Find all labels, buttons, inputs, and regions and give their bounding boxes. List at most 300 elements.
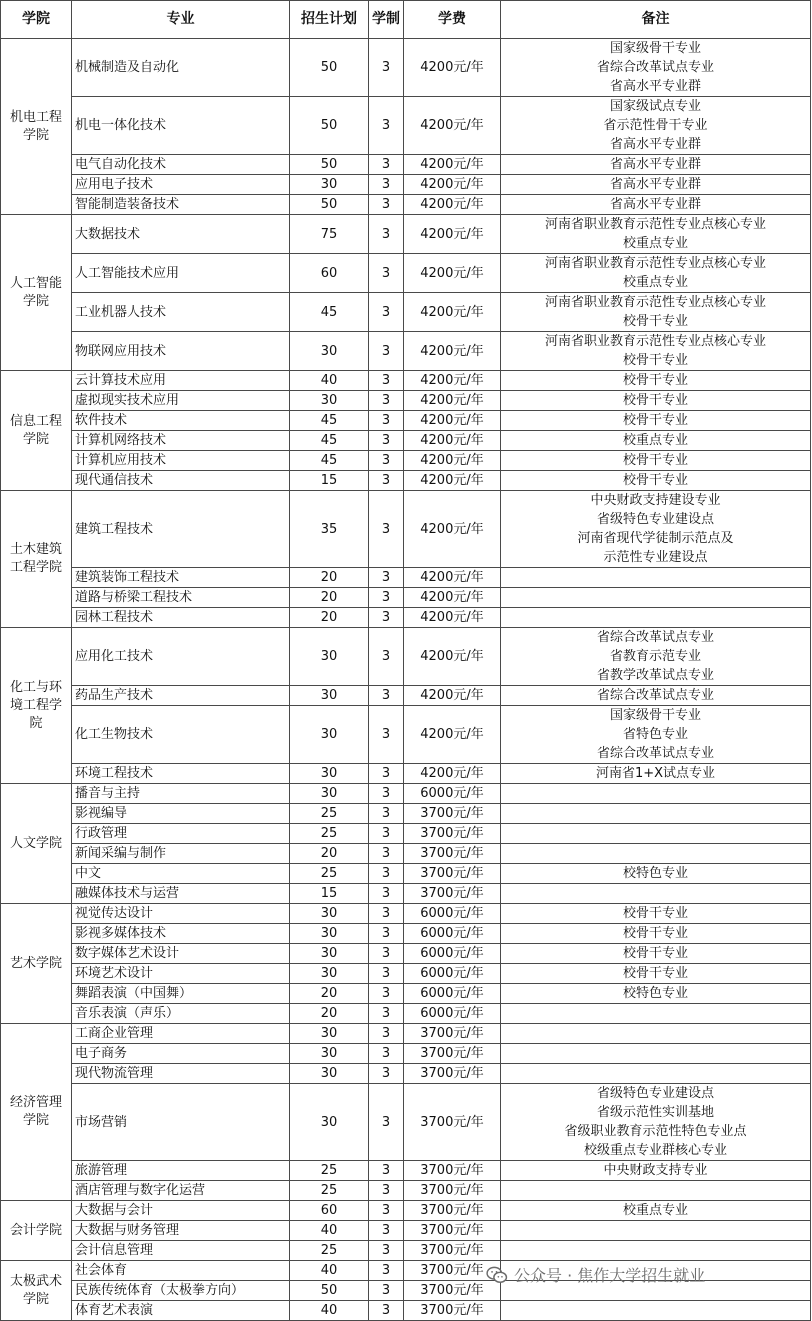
major-cell: 机电一体化技术 — [72, 97, 290, 155]
remarks-cell — [501, 864, 811, 884]
remark-line: 校骨干专业 — [622, 966, 688, 981]
plan-cell: 15 — [290, 471, 369, 491]
table-row — [1, 471, 811, 491]
remark-line: 校骨干专业 — [622, 373, 688, 388]
years-cell: 3 — [369, 964, 404, 984]
remarks-cell — [501, 155, 811, 175]
fee-cell: 6000元/年 — [404, 964, 501, 984]
fee-cell: 4200元/年 — [404, 293, 501, 332]
remark-line: 省教学改革试点专业 — [596, 668, 714, 683]
remark-line: 省综合改革试点专业 — [596, 60, 714, 75]
plan-cell: 40 — [290, 1261, 369, 1281]
major-cell: 酒店管理与数字化运营 — [72, 1181, 290, 1201]
years-cell: 3 — [369, 984, 404, 1004]
years-cell: 3 — [369, 1084, 404, 1161]
plan-cell: 25 — [290, 1241, 369, 1261]
plan-cell: 45 — [290, 431, 369, 451]
remark-line: 河南省职业教育示范性专业点核心专业 — [544, 256, 766, 271]
table-row — [1, 97, 811, 155]
remark-line: 省级特色专业建设点 — [596, 1086, 714, 1101]
remarks-cell — [501, 1064, 811, 1084]
table-row — [1, 332, 811, 371]
plan-cell: 25 — [290, 1181, 369, 1201]
remark-line: 校重点专业 — [622, 433, 688, 448]
major-cell: 旅游管理 — [72, 1161, 290, 1181]
remark-line: 省高水平专业群 — [609, 177, 701, 192]
plan-cell: 20 — [290, 588, 369, 608]
major-cell: 道路与桥梁工程技术 — [72, 588, 290, 608]
plan-cell: 15 — [290, 884, 369, 904]
remark-line: 校骨干专业 — [622, 413, 688, 428]
fee-cell: 3700元/年 — [404, 1161, 501, 1181]
remarks-cell — [501, 175, 811, 195]
table-row — [1, 1181, 811, 1201]
major-cell: 人工智能技术应用 — [72, 254, 290, 293]
fee-cell: 6000元/年 — [404, 904, 501, 924]
years-cell: 3 — [369, 568, 404, 588]
remarks-cell — [501, 371, 811, 391]
years-cell: 3 — [369, 1281, 404, 1301]
years-cell: 3 — [369, 1261, 404, 1281]
remarks-cell — [501, 686, 811, 706]
table-row — [1, 804, 811, 824]
major-cell: 电气自动化技术 — [72, 155, 290, 175]
fee-cell: 6000元/年 — [404, 944, 501, 964]
table-row — [1, 451, 811, 471]
fee-cell: 4200元/年 — [404, 471, 501, 491]
major-cell: 现代通信技术 — [72, 471, 290, 491]
years-cell: 3 — [369, 588, 404, 608]
header-major: 专业 — [72, 1, 290, 39]
major-cell: 建筑工程技术 — [72, 491, 290, 568]
table-row — [1, 391, 811, 411]
plan-cell: 30 — [290, 1064, 369, 1084]
plan-cell: 30 — [290, 904, 369, 924]
fee-cell: 6000元/年 — [404, 924, 501, 944]
fee-cell: 3700元/年 — [404, 1241, 501, 1261]
plan-cell: 60 — [290, 254, 369, 293]
major-cell: 视觉传达设计 — [72, 904, 290, 924]
major-cell: 市场营销 — [72, 1084, 290, 1161]
years-cell: 3 — [369, 371, 404, 391]
table-row — [1, 864, 811, 884]
major-cell: 化工生物技术 — [72, 706, 290, 764]
table-row — [1, 568, 811, 588]
fee-cell: 4200元/年 — [404, 332, 501, 371]
major-cell: 建筑装饰工程技术 — [72, 568, 290, 588]
plan-cell: 30 — [290, 764, 369, 784]
plan-cell: 30 — [290, 175, 369, 195]
fee-cell: 4200元/年 — [404, 568, 501, 588]
years-cell: 3 — [369, 1301, 404, 1321]
fee-cell: 4200元/年 — [404, 431, 501, 451]
fee-cell: 6000元/年 — [404, 984, 501, 1004]
remarks-cell — [501, 391, 811, 411]
years-cell: 3 — [369, 391, 404, 411]
remark-line: 校骨干专业 — [622, 353, 688, 368]
major-cell: 应用化工技术 — [72, 628, 290, 686]
major-cell: 工业机器人技术 — [72, 293, 290, 332]
fee-cell: 3700元/年 — [404, 1044, 501, 1064]
remark-line: 省高水平专业群 — [609, 137, 701, 152]
major-cell: 中文 — [72, 864, 290, 884]
remarks-cell — [501, 1241, 811, 1261]
table-row — [1, 293, 811, 332]
fee-cell: 4200元/年 — [404, 155, 501, 175]
table-row — [1, 155, 811, 175]
remarks-cell — [501, 568, 811, 588]
plan-cell: 30 — [290, 1024, 369, 1044]
remarks-cell — [501, 471, 811, 491]
remarks-cell — [501, 195, 811, 215]
remark-line: 省示范性骨干专业 — [603, 118, 708, 133]
watermark — [486, 1263, 705, 1286]
remarks-cell — [501, 1181, 811, 1201]
remarks-cell — [501, 884, 811, 904]
table-row — [1, 1024, 811, 1044]
plan-cell: 50 — [290, 1281, 369, 1301]
remarks-cell — [501, 39, 811, 97]
remarks-cell — [501, 964, 811, 984]
table-row — [1, 254, 811, 293]
years-cell: 3 — [369, 1241, 404, 1261]
fee-cell: 4200元/年 — [404, 588, 501, 608]
remarks-cell — [501, 411, 811, 431]
fee-cell: 3700元/年 — [404, 1221, 501, 1241]
fee-cell: 3700元/年 — [404, 864, 501, 884]
table-row — [1, 491, 811, 568]
remark-line: 校骨干专业 — [622, 473, 688, 488]
remark-line: 省综合改革试点专业 — [596, 688, 714, 703]
remarks-cell — [501, 1201, 811, 1221]
remark-line: 校骨干专业 — [622, 906, 688, 921]
remarks-cell — [501, 904, 811, 924]
major-cell: 机械制造及自动化 — [72, 39, 290, 97]
major-cell: 舞蹈表演（中国舞） — [72, 984, 290, 1004]
plan-cell: 50 — [290, 155, 369, 175]
years-cell: 3 — [369, 195, 404, 215]
years-cell: 3 — [369, 411, 404, 431]
table-row — [1, 1004, 811, 1024]
plan-cell: 25 — [290, 824, 369, 844]
plan-cell: 50 — [290, 97, 369, 155]
plan-cell: 25 — [290, 864, 369, 884]
college-name-cell: 会计学院 — [1, 1201, 72, 1261]
header-remarks: 备注 — [501, 1, 811, 39]
remark-line: 中央财政支持建设专业 — [590, 493, 721, 508]
table-row — [1, 1084, 811, 1161]
remarks-cell — [501, 588, 811, 608]
years-cell: 3 — [369, 471, 404, 491]
major-cell: 大数据技术 — [72, 215, 290, 254]
major-cell: 大数据与会计 — [72, 1201, 290, 1221]
table-row — [1, 924, 811, 944]
years-cell: 3 — [369, 254, 404, 293]
major-cell: 数字媒体艺术设计 — [72, 944, 290, 964]
major-cell: 现代物流管理 — [72, 1064, 290, 1084]
table-row — [1, 39, 811, 97]
remark-line: 校重点专业 — [622, 236, 688, 251]
plan-cell: 30 — [290, 924, 369, 944]
years-cell: 3 — [369, 844, 404, 864]
years-cell: 3 — [369, 686, 404, 706]
remark-line: 省综合改革试点专业 — [596, 746, 714, 761]
remarks-cell — [501, 628, 811, 686]
table-row — [1, 411, 811, 431]
plan-cell: 45 — [290, 451, 369, 471]
college-name-cell: 土木建筑工程学院 — [1, 491, 72, 628]
table-row — [1, 1221, 811, 1241]
plan-cell: 20 — [290, 1004, 369, 1024]
fee-cell: 3700元/年 — [404, 1201, 501, 1221]
fee-cell: 4200元/年 — [404, 391, 501, 411]
remarks-cell — [501, 97, 811, 155]
plan-cell: 30 — [290, 391, 369, 411]
fee-cell: 4200元/年 — [404, 608, 501, 628]
years-cell: 3 — [369, 924, 404, 944]
fee-cell: 4200元/年 — [404, 254, 501, 293]
remarks-cell — [501, 984, 811, 1004]
fee-cell: 3700元/年 — [404, 884, 501, 904]
years-cell: 3 — [369, 451, 404, 471]
years-cell: 3 — [369, 175, 404, 195]
remarks-cell — [501, 764, 811, 784]
remark-line: 省级职业教育示范性特色专业点 — [564, 1124, 747, 1139]
remark-line: 国家级试点专业 — [609, 99, 701, 114]
remark-line: 省高水平专业群 — [609, 157, 701, 172]
years-cell: 3 — [369, 1044, 404, 1064]
years-cell: 3 — [369, 784, 404, 804]
remarks-cell — [501, 784, 811, 804]
table-row — [1, 1044, 811, 1064]
header-years: 学制 — [369, 1, 404, 39]
fee-cell: 3700元/年 — [404, 1261, 501, 1281]
major-cell: 播音与主持 — [72, 784, 290, 804]
plan-cell: 40 — [290, 1301, 369, 1321]
remarks-cell — [501, 431, 811, 451]
major-cell: 软件技术 — [72, 411, 290, 431]
fee-cell: 3700元/年 — [404, 824, 501, 844]
fee-cell: 4200元/年 — [404, 39, 501, 97]
plan-cell: 30 — [290, 784, 369, 804]
table-row — [1, 608, 811, 628]
major-cell: 大数据与财务管理 — [72, 1221, 290, 1241]
fee-cell: 4200元/年 — [404, 628, 501, 686]
major-cell: 民族传统体育（太极拳方向） — [72, 1281, 290, 1301]
table-row — [1, 431, 811, 451]
plan-cell: 75 — [290, 215, 369, 254]
major-cell: 园林工程技术 — [72, 608, 290, 628]
remark-line: 河南省职业教育示范性专业点核心专业 — [544, 334, 766, 349]
table-row — [1, 1241, 811, 1261]
wechat-icon — [486, 1266, 508, 1284]
plan-cell: 40 — [290, 1221, 369, 1241]
fee-cell: 3700元/年 — [404, 1024, 501, 1044]
years-cell: 3 — [369, 884, 404, 904]
fee-cell: 3700元/年 — [404, 1064, 501, 1084]
remarks-cell — [501, 1044, 811, 1064]
years-cell: 3 — [369, 332, 404, 371]
remarks-cell — [501, 844, 811, 864]
table-row — [1, 215, 811, 254]
major-cell: 应用电子技术 — [72, 175, 290, 195]
plan-cell: 30 — [290, 628, 369, 686]
major-cell: 计算机网络技术 — [72, 431, 290, 451]
remark-line: 中央财政支持专业 — [603, 1163, 708, 1178]
years-cell: 3 — [369, 97, 404, 155]
years-cell: 3 — [369, 1221, 404, 1241]
plan-cell: 30 — [290, 1084, 369, 1161]
major-cell: 行政管理 — [72, 824, 290, 844]
plan-cell: 30 — [290, 944, 369, 964]
remarks-cell — [501, 1084, 811, 1161]
fee-cell: 4200元/年 — [404, 764, 501, 784]
plan-cell: 25 — [290, 1161, 369, 1181]
table-row — [1, 884, 811, 904]
table-row — [1, 175, 811, 195]
remarks-cell — [501, 1161, 811, 1181]
table-row — [1, 844, 811, 864]
fee-cell: 4200元/年 — [404, 686, 501, 706]
watermark-text: 公众号 · 焦作大学招生就业 — [514, 1266, 706, 1285]
table-row — [1, 628, 811, 686]
major-cell: 会计信息管理 — [72, 1241, 290, 1261]
major-cell: 云计算技术应用 — [72, 371, 290, 391]
years-cell: 3 — [369, 1201, 404, 1221]
remarks-cell — [501, 1221, 811, 1241]
years-cell: 3 — [369, 904, 404, 924]
fee-cell: 6000元/年 — [404, 1004, 501, 1024]
remarks-cell — [501, 332, 811, 371]
table-row — [1, 1201, 811, 1221]
years-cell: 3 — [369, 215, 404, 254]
remarks-cell — [501, 608, 811, 628]
header-fee: 学费 — [404, 1, 501, 39]
remark-line: 国家级骨干专业 — [609, 708, 701, 723]
major-cell: 音乐表演（声乐） — [72, 1004, 290, 1024]
header-plan: 招生计划 — [290, 1, 369, 39]
remarks-cell — [501, 1301, 811, 1321]
header-college: 学院 — [1, 1, 72, 39]
plan-cell: 40 — [290, 371, 369, 391]
remark-line: 省特色专业 — [622, 727, 688, 742]
table-row — [1, 944, 811, 964]
table-row — [1, 1064, 811, 1084]
remark-line: 省高水平专业群 — [609, 197, 701, 212]
remark-line: 河南省现代学徒制示范点及 — [577, 531, 734, 546]
fee-cell: 3700元/年 — [404, 844, 501, 864]
major-cell: 药品生产技术 — [72, 686, 290, 706]
plan-cell: 25 — [290, 804, 369, 824]
plan-cell: 30 — [290, 332, 369, 371]
fee-cell: 3700元/年 — [404, 1281, 501, 1301]
remarks-cell — [501, 1024, 811, 1044]
remarks-cell — [501, 924, 811, 944]
fee-cell: 3700元/年 — [404, 804, 501, 824]
table-row — [1, 1161, 811, 1181]
years-cell: 3 — [369, 1161, 404, 1181]
major-cell: 影视多媒体技术 — [72, 924, 290, 944]
years-cell: 3 — [369, 804, 404, 824]
table-row — [1, 824, 811, 844]
fee-cell: 4200元/年 — [404, 97, 501, 155]
table-body — [1, 39, 811, 1321]
remark-line: 校特色专业 — [622, 986, 688, 1001]
years-cell: 3 — [369, 1024, 404, 1044]
remark-line: 省级示范性实训基地 — [596, 1105, 714, 1120]
plan-cell: 60 — [290, 1201, 369, 1221]
years-cell: 3 — [369, 764, 404, 784]
table-row — [1, 1301, 811, 1321]
remark-line: 省高水平专业群 — [609, 79, 701, 94]
remark-line: 校骨干专业 — [622, 314, 688, 329]
major-cell: 计算机应用技术 — [72, 451, 290, 471]
plan-cell: 30 — [290, 1044, 369, 1064]
remarks-cell — [501, 254, 811, 293]
years-cell: 3 — [369, 864, 404, 884]
remark-line: 校骨干专业 — [622, 946, 688, 961]
college-name-cell: 人文学院 — [1, 784, 72, 904]
plan-cell: 50 — [290, 39, 369, 97]
table-row — [1, 686, 811, 706]
college-name-cell: 化工与环境工程学院 — [1, 628, 72, 784]
remark-line: 省级特色专业建设点 — [596, 512, 714, 527]
remark-line: 省综合改革试点专业 — [596, 630, 714, 645]
remark-line: 省教育示范专业 — [609, 649, 701, 664]
major-cell: 虚拟现实技术应用 — [72, 391, 290, 411]
major-cell: 环境艺术设计 — [72, 964, 290, 984]
fee-cell: 4200元/年 — [404, 195, 501, 215]
remark-line: 校骨干专业 — [622, 453, 688, 468]
major-cell: 电子商务 — [72, 1044, 290, 1064]
major-cell: 影视编导 — [72, 804, 290, 824]
plan-cell: 30 — [290, 964, 369, 984]
plan-cell: 20 — [290, 568, 369, 588]
college-name-cell: 人工智能学院 — [1, 215, 72, 371]
remarks-cell — [501, 451, 811, 471]
fee-cell: 4200元/年 — [404, 451, 501, 471]
college-name-cell: 信息工程学院 — [1, 371, 72, 491]
years-cell: 3 — [369, 1004, 404, 1024]
remarks-cell — [501, 804, 811, 824]
major-cell: 物联网应用技术 — [72, 332, 290, 371]
remark-line: 校重点专业 — [622, 275, 688, 290]
fee-cell: 6000元/年 — [404, 784, 501, 804]
remarks-cell — [501, 215, 811, 254]
years-cell: 3 — [369, 293, 404, 332]
major-cell: 社会体育 — [72, 1261, 290, 1281]
remark-line: 校级重点专业群核心专业 — [583, 1143, 727, 1158]
plan-cell: 45 — [290, 411, 369, 431]
remark-line: 校特色专业 — [622, 866, 688, 881]
table-row — [1, 904, 811, 924]
major-cell: 体育艺术表演 — [72, 1301, 290, 1321]
fee-cell: 4200元/年 — [404, 371, 501, 391]
remarks-cell — [501, 1004, 811, 1024]
plan-cell: 20 — [290, 844, 369, 864]
years-cell: 3 — [369, 628, 404, 686]
college-name-cell: 机电工程学院 — [1, 39, 72, 215]
table-row — [1, 588, 811, 608]
years-cell: 3 — [369, 706, 404, 764]
table-row — [1, 764, 811, 784]
plan-cell: 50 — [290, 195, 369, 215]
remark-line: 河南省1+X试点专业 — [595, 766, 716, 781]
remarks-cell — [501, 944, 811, 964]
fee-cell: 3700元/年 — [404, 1084, 501, 1161]
years-cell: 3 — [369, 39, 404, 97]
table-header-row — [1, 1, 811, 39]
